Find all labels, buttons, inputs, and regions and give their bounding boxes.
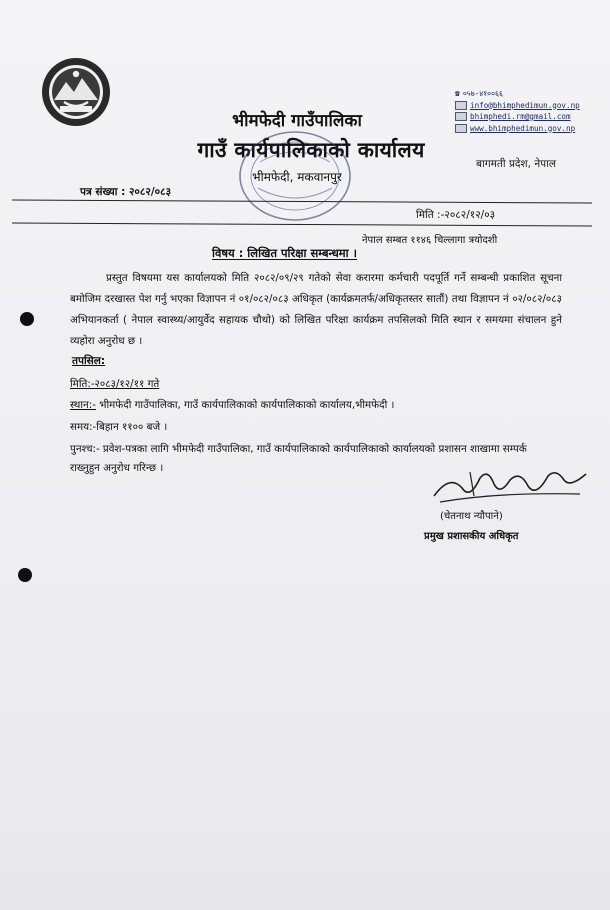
office-stamp-icon: [236, 128, 354, 224]
municipality-name: भीमफेदी गाउँपालिका: [232, 111, 362, 131]
email-icon: [455, 101, 467, 110]
office-address: भीमफेदी, मकवानपुर: [252, 170, 342, 184]
postscript-note: पुनश्च:- प्रवेश-पत्रका लागि भीमफेदी गाउँपालिका, गाउँ कार्यपालिकाको कार्यपालिकाको कार्यालयको प्रशासन शाखामा सम्पर्क राख्नुहुन अनुरोध गरिन्छ ।: [70, 443, 527, 474]
exam-place-label: स्थान:-: [70, 399, 96, 411]
email-row-2: [455, 111, 605, 123]
letter-reference-number: पत्र संख्या : २०८२/०८३: [80, 186, 172, 198]
exam-place-value: भीमफेदी गाउँपालिका, गाउँ कार्यपालिकाको कार्यपालिकाको कार्यालय,भीमफेदी ।: [95, 399, 395, 411]
signatory-title: प्रमुख प्रशासकीय अधिकृत: [424, 531, 519, 542]
phone-icon: ☎: [455, 89, 460, 98]
punch-hole-bottom: [18, 568, 32, 582]
punch-hole-top: [20, 312, 34, 326]
contact-block: [455, 88, 605, 134]
exam-date-text: मिति:-२०८३/१२/११ गते: [70, 378, 160, 390]
phone-number: ०५७-४१००६६: [462, 89, 503, 98]
email-icon: [455, 112, 467, 121]
letter-date: मिति :-२०८२/१२/०३: [416, 209, 496, 221]
globe-icon: [455, 124, 467, 133]
letter-body: प्रस्तुत विषयमा यस कार्यालयको मिति २०८२/०९/२९ गतेको सेवा करारमा कर्मचारी पदपूर्ति गर्ने सम्बन्धी प्रकाशित सूचना बमोजिम दरखास्त पेश गर्नु भएका विज्ञापन नं ०१/०८२/०८३ अधिकृत (कार्यक्रमतर्फ/अधिकृतस्तर सातौं) तथा विज्ञापन नं ०२/०८२/०८३ अभियानकर्ता ( नेपाल स्वास्थ्य/आयुर्वेद सहायक चौथो) को लिखित परिक्षा कार्यक्रम तपसिलको मिति स्थान र समयमा संचालन हुने व्यहोरा अनुरोध छ ।: [70, 272, 562, 347]
nepal-sambat-date: नेपाल सम्बत ११४६ चिल्लागा त्रयोदशी: [362, 235, 498, 246]
email-row-1: [455, 100, 605, 112]
details-heading: तपसिल:: [72, 355, 106, 367]
exam-place: [70, 398, 394, 412]
website-link[interactable]: www.bhimphedimun.gov.np: [470, 123, 576, 133]
email-link-1[interactable]: info@bhimphedimun.gov.np: [470, 100, 580, 110]
exam-time: समय:-बिहान ११०० बजे ।: [70, 421, 168, 433]
exam-date: [70, 377, 159, 391]
handwritten-signature-icon: [430, 462, 590, 512]
signatory-name: (चेतनाथ न्यौपाने): [440, 511, 503, 522]
email-link-2[interactable]: bhimphedi.rm@gmail.com: [470, 112, 571, 121]
website-row: [455, 123, 605, 135]
header-divider-bottom: [12, 222, 592, 226]
letter-subject: विषय : लिखित परिक्षा सम्बन्धमा ।: [212, 246, 358, 260]
phone-row: [455, 88, 605, 100]
province-label: बागमती प्रदेश, नेपाल: [476, 158, 556, 170]
office-name: गाउँ कार्यपालिकाको कार्यालय: [197, 138, 425, 162]
